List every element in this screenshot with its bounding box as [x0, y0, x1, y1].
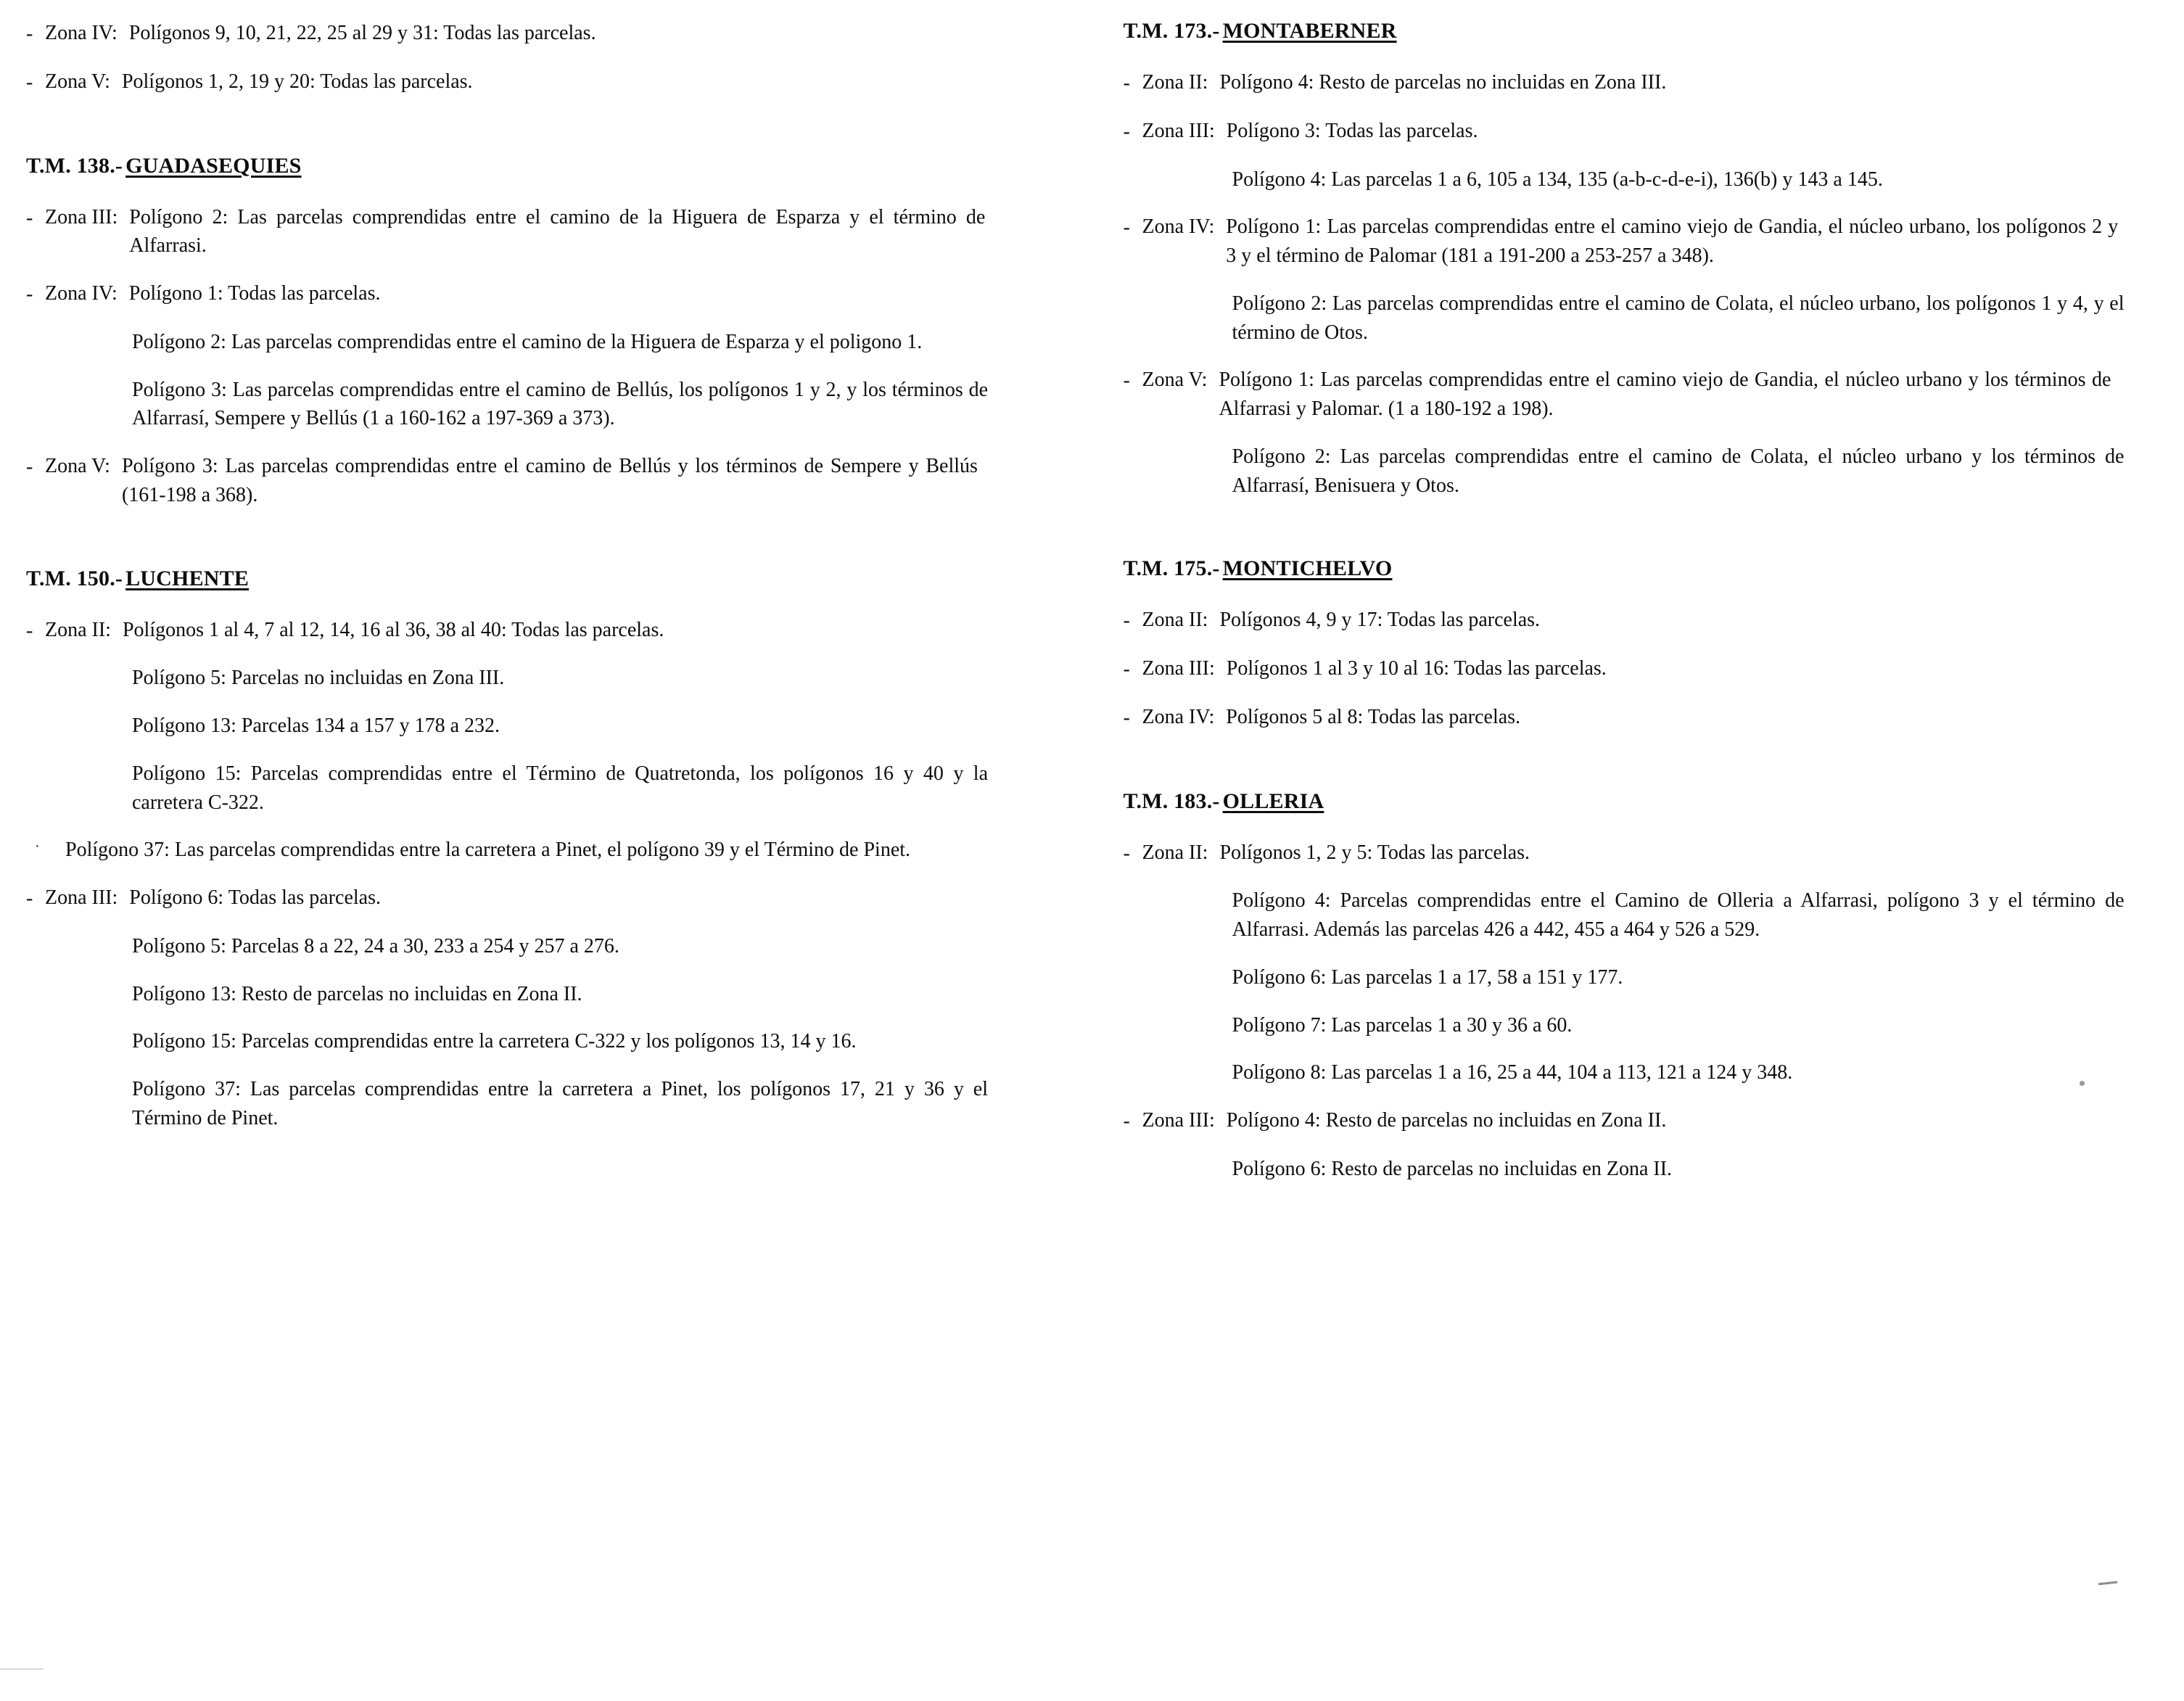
entry-text: Polígono 1: Las parcelas comprendidas entre el camino viejo de Gandia, el núcleo urbano y los términos de Alfarrasi y Palomar. (1 a 180-192 a 198). — [1219, 368, 2111, 420]
section-heading-olleria — [1124, 789, 2148, 814]
bullet-dash: - — [1123, 216, 1130, 239]
continuation-paragraph: Polígono 8: Las parcelas 1 a 16, 25 a 44, 104 a 113, 121 a 124 y 348. — [1232, 1061, 1793, 1084]
entry-text: Polígonos 5 al 8: Todas las parcelas. — [1226, 705, 1521, 728]
continuation-paragraph: Polígono 5: Parcelas no incluidas en Zona III. — [132, 667, 505, 690]
bullet-dash: - — [26, 283, 33, 305]
section-name: MONTABERNER — [1222, 19, 1397, 43]
section-heading-montichelvo — [1124, 556, 2148, 581]
bullet-dash: - — [1123, 369, 1130, 392]
section-heading-montaberner — [1124, 19, 2148, 44]
entry-text: Polígono 3: Todas las parcelas. — [1226, 119, 1478, 142]
zone-label: Zona III: — [45, 886, 118, 909]
continuation-paragraph: Polígono 6: Las parcelas 1 a 17, 58 a 151 y 177. — [1232, 965, 1623, 989]
bullet-dash: - — [26, 619, 33, 642]
entry-text: Polígonos 9, 10, 21, 22, 25 al 29 y 31: Todas las parcelas. — [128, 22, 596, 44]
continuation-paragraph: Polígono 2: Las parcelas comprendidas entre el camino de la Higuera de Esparza y el poligono 1. — [132, 330, 923, 353]
entry-text: Polígono 4: Resto de parcelas no incluidas en Zona II. — [1226, 1109, 1667, 1132]
section-name: GUADASEQUIES — [125, 153, 302, 178]
list-item — [26, 19, 1044, 49]
section-code: T.M. 183.- — [1123, 788, 1220, 813]
list-item — [26, 616, 1044, 646]
entry-text: Polígono 2: Las parcelas comprendidas entre el camino de la Higuera de Esparza y el término de Alfarrasi. — [129, 205, 986, 258]
section-name: LUCHENTE — [125, 566, 250, 590]
continuation-paragraph: Polígono 6: Resto de parcelas no incluidas en Zona II. — [1232, 1157, 1673, 1180]
zone-label: Zona IV: — [1142, 705, 1215, 728]
bullet-dash: - — [26, 70, 33, 94]
list-item — [26, 452, 1044, 510]
section-heading-guadasequies — [26, 154, 1044, 178]
spacer — [26, 529, 1044, 567]
continuation-paragraph: Polígono 13: Parcelas 134 a 157 y 178 a 232. — [132, 714, 500, 737]
bullet-dash: - — [26, 206, 33, 229]
list-item — [1124, 606, 2148, 635]
continuation-paragraph: Polígono 7: Las parcelas 1 a 30 y 36 a 60. — [1232, 1013, 1573, 1037]
zone-label: Zona III: — [45, 205, 118, 228]
section-code: T.M. 150.- — [26, 566, 123, 590]
left-column — [19, 19, 1087, 1701]
spacer — [26, 116, 1044, 154]
bullet-dash: - — [1123, 706, 1130, 729]
zone-label: Zona III: — [1142, 1109, 1215, 1132]
continuation-paragraph: Polígono 2: Las parcelas comprendidas entre el camino de Colata, el núcleo urbano, los polígonos 1 y 4, y el término de Otos. — [1232, 292, 2125, 344]
bullet-dash: - — [1123, 72, 1130, 94]
list-item — [26, 67, 1044, 97]
bullet-dash: - — [26, 887, 33, 910]
zone-label: Zona II: — [45, 618, 111, 641]
scan-speck — [2080, 1081, 2085, 1086]
zone-label: Zona II: — [1142, 71, 1208, 94]
list-item — [1124, 839, 2148, 868]
zone-label: Zona III: — [1142, 657, 1215, 680]
spacer — [1124, 751, 2148, 789]
bullet-dash: - — [1123, 841, 1130, 865]
bullet-dash: - — [26, 456, 33, 478]
continuation-paragraph: Polígono 13: Resto de parcelas no incluidas en Zona II. — [132, 982, 582, 1005]
section-name: OLLERIA — [1222, 788, 1324, 813]
entry-text: Polígonos 4, 9 y 17: Todas las parcelas. — [1219, 609, 1541, 632]
zone-label: Zona II: — [1142, 609, 1208, 632]
section-code: T.M. 173.- — [1123, 19, 1220, 43]
spacer — [1124, 519, 2148, 556]
bullet-dash: - — [1123, 658, 1130, 680]
bullet-dash: - — [26, 22, 33, 45]
zone-label: Zona V: — [45, 70, 110, 93]
entry-text: Polígono 6: Todas las parcelas. — [129, 886, 381, 909]
bullet-dash: - — [1123, 609, 1130, 633]
zone-label: Zona III: — [1142, 119, 1215, 142]
section-code: T.M. 175.- — [1123, 556, 1220, 581]
entry-text: Polígonos 1, 2, 19 y 20: Todas las parcelas. — [121, 70, 473, 93]
entry-text: Polígonos 1, 2 y 5: Todas las parcelas. — [1219, 841, 1530, 864]
entry-text: Polígono 1: Todas las parcelas. — [128, 282, 381, 305]
section-heading-luchente — [26, 567, 1044, 591]
continuation-paragraph: Polígono 2: Las parcelas comprendidas entre el camino de Colata, el núcleo urbano y los términos de Alfarrasí, Benisuera y Otos. — [1232, 445, 2125, 497]
continuation-paragraph: Polígono 5: Parcelas 8 a 22, 24 a 30, 233 a 254 y 257 a 276. — [132, 934, 619, 957]
bullet-dot: · — [35, 839, 40, 855]
list-item — [26, 836, 1044, 865]
continuation-paragraph: Polígono 15: Parcelas comprendidas entre la carretera C-322 y los polígonos 13, 14 y 16. — [132, 1030, 857, 1053]
list-item — [1124, 213, 2148, 271]
list-item — [1124, 366, 2148, 424]
bullet-dash: - — [1123, 120, 1130, 143]
entry-text: Polígonos 1 al 3 y 10 al 16: Todas las parcelas. — [1226, 657, 1607, 680]
zone-label: Zona V: — [1142, 368, 1208, 392]
list-item — [1124, 654, 2148, 684]
list-item — [26, 279, 1044, 309]
entry-text: Polígono 4: Resto de parcelas no incluidas en Zona III. — [1219, 71, 1667, 94]
entry-text: Polígono 37: Las parcelas comprendidas entre la carretera a Pinet, el polígono 39 y el Término de Pinet. — [65, 839, 911, 862]
continuation-paragraph: Polígono 4: Parcelas comprendidas entre el Camino de Olleria a Alfarrasi, polígono 3 y el término de Alfarrasi. Además las parcelas 426 a 442, 455 a 464 y 526 a 529. — [1232, 889, 2125, 941]
entry-text: Polígonos 1 al 4, 7 al 12, 14, 16 al 36, 38 al 40: Todas las parcelas. — [122, 618, 664, 641]
right-column — [1087, 19, 2156, 1701]
list-item — [26, 203, 1044, 261]
zone-label: Zona IV: — [45, 22, 118, 44]
list-item — [1124, 1106, 2148, 1136]
list-item — [26, 884, 1044, 913]
entry-text: Polígono 3: Las parcelas comprendidas entre el camino de Bellús y los términos de Sempere y Bellús (161-198 a 368). — [121, 455, 978, 506]
continuation-paragraph: Polígono 3: Las parcelas comprendidas entre el camino de Bellús, los polígonos 1 y 2, y los términos de Alfarrasí, Sempere y Bellús (1 a 160-162 a 197-369 a 373). — [132, 378, 988, 430]
list-item — [1124, 68, 2148, 98]
list-item — [1124, 703, 2148, 733]
zone-label: Zona IV: — [45, 282, 118, 305]
zone-label: Zona V: — [45, 455, 110, 477]
continuation-paragraph: Polígono 37: Las parcelas comprendidas entre la carretera a Pinet, los polígonos 17, 21 y 36 y el Término de Pinet. — [132, 1078, 988, 1129]
continuation-paragraph: Polígono 15: Parcelas comprendidas entre el Término de Quatretonda, los polígonos 16 y 40 y la carretera C-322. — [132, 762, 988, 814]
zone-label: Zona IV: — [1142, 215, 1215, 239]
entry-text: Polígono 1: Las parcelas comprendidas entre el camino viejo de Gandia, el núcleo urbano, los polígonos 2 y 3 y el término de Palomar (181 a 191-200 a 253-257 a 348). — [1226, 215, 2119, 267]
scan-edge-mark — [0, 1668, 44, 1670]
section-name: MONTICHELVO — [1222, 556, 1393, 581]
section-code: T.M. 138.- — [26, 153, 123, 178]
zone-label: Zona II: — [1142, 841, 1208, 864]
continuation-paragraph: Polígono 4: Las parcelas 1 a 6, 105 a 134, 135 (a-b-c-d-e-i), 136(b) y 143 a 145. — [1232, 168, 1883, 191]
list-item — [1124, 117, 2148, 147]
bullet-dash: - — [1123, 1110, 1130, 1132]
